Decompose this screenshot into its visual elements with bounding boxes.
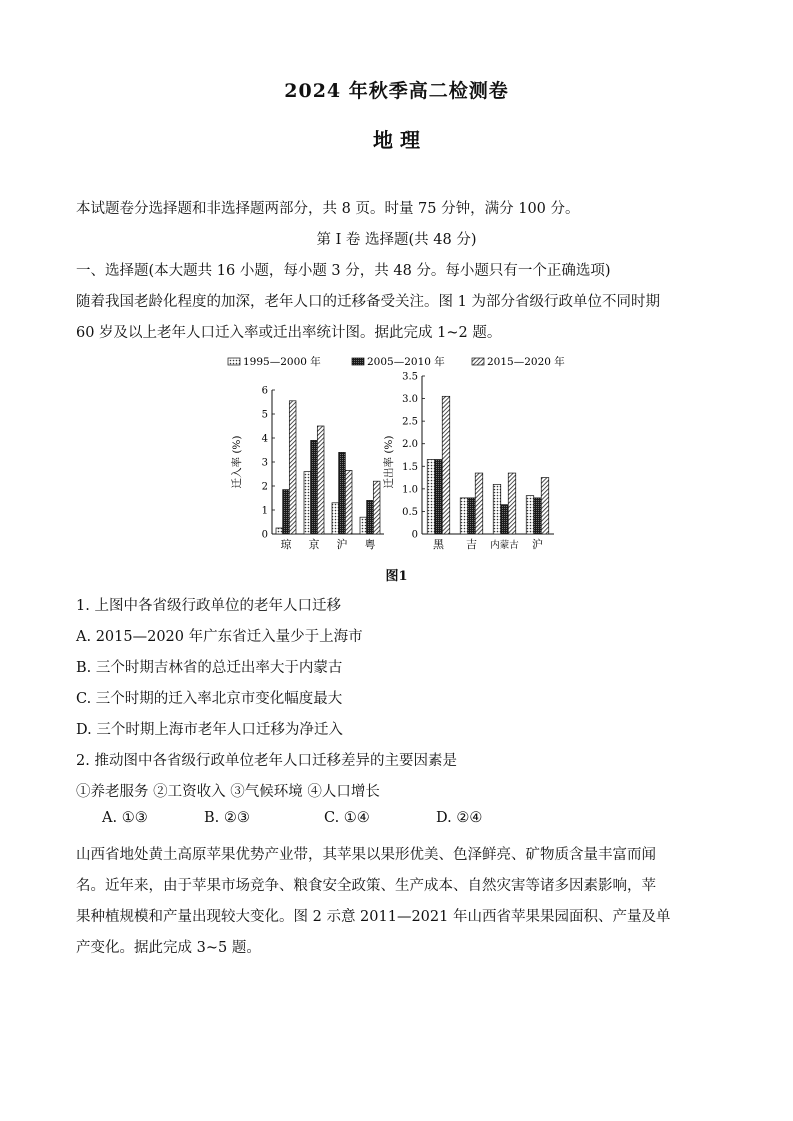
x-tick-label: 沪 (532, 538, 543, 551)
q1-option-c: C. 三个时期的迁入率北京市变化幅度最大 (76, 691, 343, 707)
y-tick-label: 3 (261, 457, 268, 469)
bar (289, 401, 296, 534)
legend-swatch (472, 358, 484, 365)
bar (460, 498, 468, 534)
x-tick-label: 吉 (466, 538, 477, 551)
passage1-line: 随着我国老龄化程度的加深，老年人口的迁移备受关注。图 1 为部分省级行政单位不同时期 (76, 294, 660, 310)
y-tick-label: 3.5 (402, 371, 418, 383)
bar (276, 528, 283, 534)
bar (373, 481, 380, 534)
exam-subject: 地 理 (373, 128, 420, 152)
y-axis-label: 迁出率 (%) (383, 435, 395, 489)
y-tick-label: 6 (261, 385, 268, 397)
legend-label: 2015—2020 年 (487, 356, 565, 368)
bar (468, 498, 476, 534)
bar (427, 460, 435, 534)
bar (442, 396, 450, 534)
y-tick-label: 0 (411, 529, 418, 541)
q2-factors: ①养老服务 ②工资收入 ③气候环境 ④人口增长 (76, 784, 380, 800)
q2-option-b: B. ②③ (204, 810, 250, 826)
x-tick-label: 沪 (336, 538, 348, 551)
y-tick-label: 1.0 (402, 484, 418, 496)
legend-swatch (228, 358, 240, 365)
bar (534, 498, 542, 534)
exam-title: 2024 年秋季高二检测卷 (284, 80, 509, 102)
q1-option-b: B. 三个时期吉林省的总迁出率大于内蒙古 (76, 660, 343, 676)
passage2-line: 山西省地处黄土高原苹果优势产业带，其苹果以果形优美、色泽鲜亮、矿物质含量丰富而闻 (76, 847, 656, 863)
legend-label: 2005—2010 年 (367, 356, 445, 368)
y-tick-label: 0 (261, 529, 268, 541)
bar (339, 452, 346, 534)
bar (541, 478, 549, 534)
bar (317, 426, 324, 534)
x-tick-label: 京 (308, 538, 320, 551)
x-tick-label: 琼 (280, 538, 292, 551)
q1-option-a: A. 2015—2020 年广东省迁入量少于上海市 (76, 629, 363, 645)
bar (345, 470, 352, 534)
q1-stem: 1. 上图中各省级行政单位的老年人口迁移 (76, 598, 341, 614)
y-tick-label: 1 (261, 505, 268, 517)
immigration-chart (230, 386, 384, 552)
bar (304, 472, 311, 534)
bar (311, 440, 318, 534)
y-tick-label: 2.0 (402, 439, 418, 451)
x-tick-label: 粤 (364, 538, 376, 551)
q2-options (102, 810, 482, 826)
figure-caption: 图1 (385, 569, 408, 584)
q2-option-d: D. ②④ (436, 810, 483, 826)
section-instruction: 一、选择题(本大题共 16 小题，每小题 3 分，共 48 分。每小题只有一个正确选项) (76, 263, 611, 279)
bar (475, 473, 483, 534)
passage2-line: 产变化。据此完成 3~5 题。 (76, 940, 261, 956)
y-tick-label: 1.5 (402, 461, 418, 473)
q2-option-a: A. ①③ (102, 810, 148, 826)
y-tick-label: 0.5 (402, 506, 418, 518)
emigration-chart (382, 372, 554, 552)
bar (526, 496, 534, 534)
q2-stem: 2. 推动图中各省级行政单位老年人口迁移差异的主要因素是 (76, 753, 457, 769)
bar (283, 490, 290, 534)
y-tick-label: 2.5 (402, 416, 418, 428)
passage2-line: 果种植规模和产量出现较大变化。图 2 示意 2011—2021 年山西省苹果果园面积、产量及单 (76, 909, 671, 925)
bar (508, 473, 516, 534)
bar (332, 503, 339, 534)
figure-1-chart (220, 350, 580, 560)
y-axis-label: 迁入率 (%) (231, 435, 243, 489)
y-tick-label: 5 (261, 409, 268, 421)
bar (367, 500, 374, 534)
passage2-line: 名。近年来，由于苹果市场竞争、粮食安全政策、生产成本、自然灾害等诸多因素影响，苹 (76, 878, 656, 894)
y-tick-label: 2 (261, 481, 268, 493)
y-tick-label: 3.0 (402, 394, 418, 406)
q1-option-d: D. 三个时期上海市老年人口迁移为净迁入 (76, 722, 343, 738)
legend-label: 1995—2000 年 (243, 356, 321, 368)
x-tick-label: 黑 (433, 538, 444, 551)
y-tick-label: 4 (261, 433, 268, 445)
intro-text: 本试题卷分选择题和非选择题两部分，共 8 页。时量 75 分钟，满分 100 分。 (76, 201, 580, 217)
bar (493, 484, 501, 534)
passage1-line: 60 岁及以上老年人口迁入率或迁出率统计图。据此完成 1~2 题。 (76, 325, 502, 341)
bar (501, 505, 509, 534)
bar (435, 460, 443, 534)
bar (360, 517, 367, 534)
legend-swatch (352, 358, 364, 365)
q2-option-c: C. ①④ (324, 810, 370, 826)
section-title: 第 I 卷 选择题(共 48 分) (316, 232, 477, 248)
x-tick-label: 内蒙古 (490, 540, 519, 551)
